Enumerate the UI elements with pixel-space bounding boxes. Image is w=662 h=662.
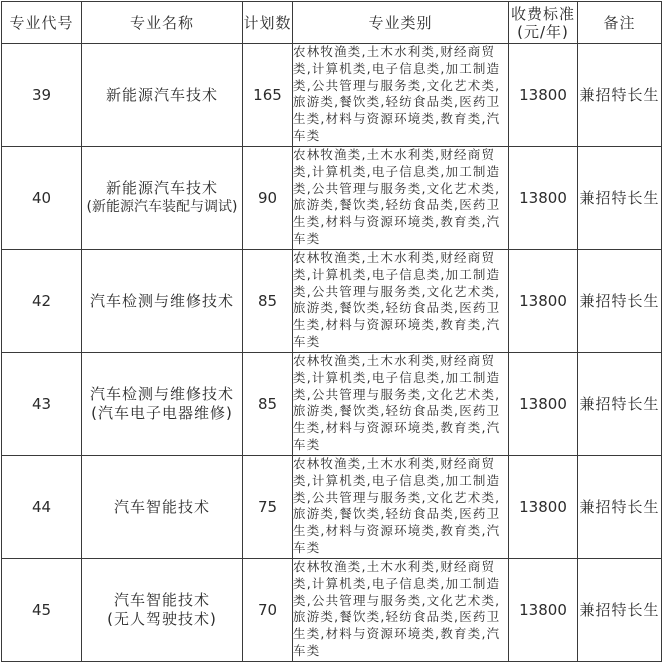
plan-count: 70 [243,559,293,662]
major-code: 44 [2,456,82,559]
header-remark: 备注 [578,2,662,44]
tuition-fee: 13800 [509,250,578,353]
major-name-direction: (新能源汽车装配与调试) [86,199,238,215]
remark: 兼招特长生 [578,353,662,456]
tuition-fee: 13800 [509,353,578,456]
plan-count: 85 [243,250,293,353]
major-name-main: 汽车智能技术 [113,591,210,609]
major-name [82,456,243,559]
header-code: 专业代号 [2,2,82,44]
table-row [2,353,662,456]
major-name-main: 新能源汽车技术 [105,85,218,104]
table-row [2,559,662,662]
table-row [2,147,662,250]
major-name-main: 新能源汽车技术 [105,179,218,197]
tuition-fee: 13800 [509,147,578,250]
header-fee-line2: (元/年) [517,22,569,41]
major-name [82,353,243,456]
remark: 兼招特长生 [578,456,662,559]
major-name [82,44,243,147]
major-name-main: 汽车智能技术 [113,497,210,516]
remark: 兼招特长生 [578,559,662,662]
major-name [82,250,243,353]
header-name: 专业名称 [82,2,243,44]
header-row [2,2,662,44]
remark: 兼招特长生 [578,44,662,147]
major-categories: 农林牧渔类,土木水利类,财经商贸类,计算机类,电子信息类,加工制造类,公共管理与服务类,文化艺术类,旅游类,餐饮类,轻纺食品类,医药卫生类,材料与资源环境类,教育类,汽车类 [293,250,509,353]
major-categories: 农林牧渔类,土木水利类,财经商贸类,计算机类,电子信息类,加工制造类,公共管理与服务类,文化艺术类,旅游类,餐饮类,轻纺食品类,医药卫生类,材料与资源环境类,教育类,汽车类 [293,456,509,559]
plan-count: 165 [243,44,293,147]
major-categories: 农林牧渔类,土木水利类,财经商贸类,计算机类,电子信息类,加工制造类,公共管理与服务类,文化艺术类,旅游类,餐饮类,轻纺食品类,医药卫生类,材料与资源环境类,教育类,汽车类 [293,147,509,250]
major-name-main: 汽车检测与维修技术 [89,291,234,310]
major-name-main: 汽车检测与维修技术 [89,385,234,403]
tuition-fee: 13800 [509,456,578,559]
plan-count: 85 [243,353,293,456]
table-row [2,44,662,147]
major-name [82,147,243,250]
major-code: 42 [2,250,82,353]
table-row [2,250,662,353]
major-code: 45 [2,559,82,662]
plan-count: 75 [243,456,293,559]
tuition-fee: 13800 [509,559,578,662]
tuition-fee: 13800 [509,44,578,147]
major-categories: 农林牧渔类,土木水利类,财经商贸类,计算机类,电子信息类,加工制造类,公共管理与服务类,文化艺术类,旅游类,餐饮类,轻纺食品类,医药卫生类,材料与资源环境类,教育类,汽车类 [293,44,509,147]
header-plan: 计划数 [243,2,293,44]
major-code: 40 [2,147,82,250]
major-name-direction: (汽车电子电器维修) [91,404,233,422]
major-code: 43 [2,353,82,456]
major-name-direction: (无人驾驶技术) [107,610,217,628]
major-name [82,559,243,662]
header-fee-line1: 收费标准 [510,4,575,23]
header-fee [509,2,578,44]
major-categories: 农林牧渔类,土木水利类,财经商贸类,计算机类,电子信息类,加工制造类,公共管理与服务类,文化艺术类,旅游类,餐饮类,轻纺食品类,医药卫生类,材料与资源环境类,教育类,汽车类 [293,353,509,456]
remark: 兼招特长生 [578,250,662,353]
plan-count: 90 [243,147,293,250]
enrollment-plan-table [1,1,662,662]
major-code: 39 [2,44,82,147]
major-categories: 农林牧渔类,土木水利类,财经商贸类,计算机类,电子信息类,加工制造类,公共管理与服务类,文化艺术类,旅游类,餐饮类,轻纺食品类,医药卫生类,材料与资源环境类,教育类,汽车类 [293,559,509,662]
header-category: 专业类别 [293,2,509,44]
remark: 兼招特长生 [578,147,662,250]
table-row [2,456,662,559]
